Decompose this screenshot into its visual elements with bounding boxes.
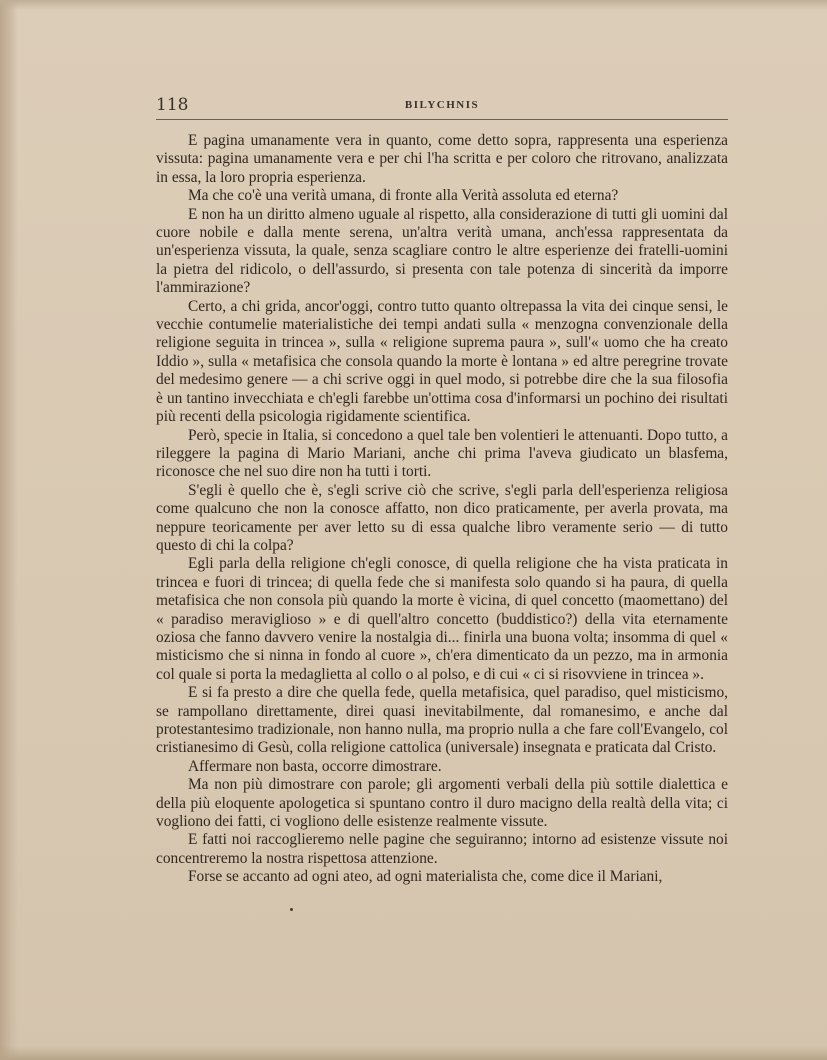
page-edge-top — [0, 0, 827, 10]
paragraph: E pagina umanamente vera in quanto, come detto sopra, rappresenta una esperienza vissuta: pagina umanamente vera e per chi l'ha scritta e per coloro che ritrovano, analizzata in essa, la loro propria esperienza. — [156, 132, 728, 186]
page-edge-bottom — [0, 1046, 827, 1060]
paragraph: E non ha un diritto almeno uguale al rispetto, alla considerazione di tutti gli uomini dal cuore nobile e dalla mente serena, un'altra verità umana, anch'essa rappresentata da un'esperienza vissuta, la quale, senza scagliare contro le altre esperienze dei fratelli-uomini la pietra del ridicolo, o dell'assurdo, si presenta con tale potenza di sincerità da imporre l'ammirazione? — [156, 205, 728, 297]
page-header — [156, 95, 728, 121]
paragraph: Ma non più dimostrare con parole; gli argomenti verbali della più sottile dialettica e della più eloquente apologetica si spuntano contro il duro macigno della realtà della vita; ci vogliono dei fatti, ci vogliono delle esistenze realmente vissute. — [156, 776, 728, 831]
paragraph: Certo, a chi grida, ancor'oggi, contro tutto quanto oltrepassa la vita dei cinque sensi, le vecchie contumelie materialistiche dei tempi andati sulla « menzogna convenzionale della religione seguita in trincea », sulla « religione suprema paura », sull'« uomo che ha creato Iddio », sulla « metafisica che consola quando la morte è lontana » ed altre peregrine trovate del medesimo genere — a chi scrive oggi in quel modo, si potrebbe dire che la sua filosofia è un tantino invecchiata e ch'egli farebbe un'ottima cosa d'informarsi un pochino dei risultati più recenti della psicologia rigidamente scientifica. — [156, 297, 728, 426]
running-head: BILYCHNIS — [404, 99, 480, 111]
header-rule — [156, 119, 728, 120]
paragraph: Affermare non basta, occorre dimostrare. — [188, 757, 442, 775]
paragraph: Però, specie in Italia, si concedono a quel tale ben volentieri le attenuanti. Dopo tutto, a rileggere la pagina di Mario Mariani, anche chi prima l'aveva giudicato un blasfema, riconosce che nel suo dire non ha tutti i torti. — [156, 426, 728, 481]
body-text — [156, 132, 728, 887]
paragraph: E fatti noi raccoglieremo nelle pagine che seguiranno; intorno ad esistenze vissute noi concentreremo la nostra rispettosa attenzione. — [156, 831, 728, 867]
page-number: 118 — [156, 95, 189, 115]
paragraph: E si fa presto a dire che quella fede, quella metafisica, quel paradiso, quel misticismo, se rampollano direttamente, direi quasi inevitabilmente, dal romanesimo, e anche dal protestantesimo tradizionale, non hanno nulla, ma proprio nulla a che fare coll'Evangelo, col cristianesimo di Gesù, colla religione cattolica (universale) insegnata e praticata dal Cristo. — [156, 684, 728, 757]
paragraph: S'egli è quello che è, s'egli scrive ciò che scrive, s'egli parla dell'esperienza religiosa come qualcuno che non la conosce affatto, non dico praticamente, per averla provata, ma neppure teoricamente per aver letto su di essa qualche libro veramente serio — di tutto questo di chi la colpa? — [156, 481, 728, 554]
paragraph: Forse se accanto ad ogni ateo, ad ogni materialista che, come dice il Mariani, — [188, 868, 663, 886]
paragraph: Ma che co'è una verità umana, di fronte alla Verità assoluta ed eterna? — [188, 187, 619, 205]
paragraph: Egli parla della religione ch'egli conosce, di quella religione che ha vista praticata in trincea e fuori di trincea; di quella fede che si manifesta solo quando si ha paura, di quella metafisica che non consola più quando la morte è vicina, di quel concetto (maomettano) del « paradiso meraviglioso » e di quell'altro concetto (buddistico?) della vita eternamente oziosa che fanno davvero venire la nostalgia di... finirla una buona volta; insomma di quel « misticismo che si ninna in fondo al cuore », ch'era dimenticato da un pezzo, ma in armonia col quale si porta la medaglietta al collo o al polso, e di cui « ci si risovviene in trincea ». — [156, 555, 728, 683]
ink-speck — [290, 908, 293, 911]
page-edge-left — [0, 0, 18, 1060]
